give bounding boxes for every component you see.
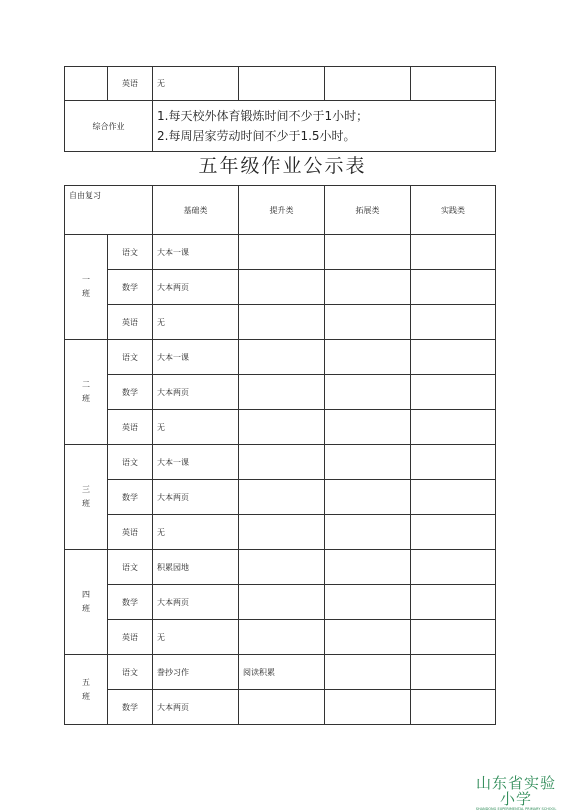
expand-cell — [325, 305, 411, 340]
improve-cell — [239, 515, 325, 550]
basic-cell: 大本一课 — [153, 445, 239, 480]
subject-cell: 数学 — [108, 690, 153, 725]
table-row — [65, 655, 496, 690]
expand-cell — [325, 655, 411, 690]
improve-cell — [239, 410, 325, 445]
practice-cell — [411, 67, 496, 101]
subject-cell: 英语 — [108, 620, 153, 655]
table-row — [65, 305, 496, 340]
table-row — [65, 585, 496, 620]
improve-cell — [239, 235, 325, 270]
class-label: 五 班 — [65, 655, 108, 725]
practice-cell — [411, 445, 496, 480]
combined-homework-label: 综合作业 — [65, 101, 153, 152]
subject-cell: 语文 — [108, 550, 153, 585]
improve-cell: 阅读积累 — [239, 655, 325, 690]
homework-table — [64, 185, 496, 725]
expand-cell — [325, 585, 411, 620]
column-header: 拓展类 — [325, 186, 411, 235]
school-logo — [470, 775, 562, 812]
class-label: 三 班 — [65, 445, 108, 550]
table-row — [65, 410, 496, 445]
practice-cell — [411, 620, 496, 655]
page-title: 五年级作业公示表 — [198, 155, 367, 177]
table-header-row — [65, 186, 496, 235]
practice-cell — [411, 410, 496, 445]
practice-cell — [411, 550, 496, 585]
corner-label: 自由复习 — [65, 186, 153, 235]
subject-cell: 英语 — [108, 515, 153, 550]
basic-cell: 大本一课 — [153, 340, 239, 375]
subject-cell: 语文 — [108, 445, 153, 480]
basic-cell: 大本两页 — [153, 690, 239, 725]
expand-cell — [325, 410, 411, 445]
column-header: 提升类 — [239, 186, 325, 235]
table-row — [65, 515, 496, 550]
top-homework-table — [64, 66, 496, 152]
practice-cell — [411, 690, 496, 725]
column-header: 基础类 — [153, 186, 239, 235]
basic-cell: 无 — [153, 410, 239, 445]
improve-cell — [239, 445, 325, 480]
subject-cell: 数学 — [108, 585, 153, 620]
improve-cell — [239, 620, 325, 655]
expand-cell — [325, 67, 411, 101]
table-row — [65, 340, 496, 375]
basic-cell: 积累园地 — [153, 550, 239, 585]
basic-cell: 誊抄习作 — [153, 655, 239, 690]
expand-cell — [325, 270, 411, 305]
column-header: 实践类 — [411, 186, 496, 235]
logo-text: 山东省实验小学 — [475, 774, 556, 808]
basic-cell: 大本两页 — [153, 375, 239, 410]
practice-cell — [411, 270, 496, 305]
table-row — [65, 235, 496, 270]
practice-cell — [411, 515, 496, 550]
improve-cell — [239, 480, 325, 515]
expand-cell — [325, 690, 411, 725]
improve-cell — [239, 305, 325, 340]
note-line: 1.每天校外体育锻炼时间不少于1小时； — [157, 109, 369, 123]
basic-cell: 大本两页 — [153, 270, 239, 305]
expand-cell — [325, 515, 411, 550]
subject-cell: 语文 — [108, 340, 153, 375]
expand-cell — [325, 235, 411, 270]
expand-cell — [325, 480, 411, 515]
improve-cell — [239, 550, 325, 585]
basic-cell: 大本两页 — [153, 585, 239, 620]
table-row — [65, 480, 496, 515]
combined-homework-notes — [153, 101, 496, 152]
table-row — [65, 690, 496, 725]
improve-cell — [239, 585, 325, 620]
practice-cell — [411, 585, 496, 620]
table-row — [65, 620, 496, 655]
subject-cell: 语文 — [108, 655, 153, 690]
improve-cell — [239, 270, 325, 305]
table-row — [65, 270, 496, 305]
expand-cell — [325, 375, 411, 410]
note-line: 2.每周居家劳动时间不少于1.5小时。 — [157, 129, 356, 143]
subject-cell: 数学 — [108, 375, 153, 410]
class-label: 一 班 — [65, 235, 108, 340]
basic-cell: 无 — [153, 515, 239, 550]
improve-cell — [239, 67, 325, 101]
practice-cell — [411, 340, 496, 375]
table-row — [65, 101, 496, 152]
basic-cell: 无 — [153, 67, 239, 101]
expand-cell — [325, 550, 411, 585]
class-label: 四 班 — [65, 550, 108, 655]
practice-cell — [411, 480, 496, 515]
improve-cell — [239, 340, 325, 375]
improve-cell — [239, 375, 325, 410]
subject-cell: 数学 — [108, 270, 153, 305]
subject-cell: 数学 — [108, 480, 153, 515]
table-row — [65, 375, 496, 410]
subject-cell: 语文 — [108, 235, 153, 270]
subject-label: 英语 — [108, 67, 153, 101]
table-row — [65, 67, 496, 101]
practice-cell — [411, 375, 496, 410]
improve-cell — [239, 690, 325, 725]
table-row — [65, 445, 496, 480]
expand-cell — [325, 340, 411, 375]
basic-cell: 无 — [153, 620, 239, 655]
table-row — [65, 550, 496, 585]
expand-cell — [325, 620, 411, 655]
practice-cell — [411, 235, 496, 270]
expand-cell — [325, 445, 411, 480]
basic-cell: 无 — [153, 305, 239, 340]
practice-cell — [411, 305, 496, 340]
practice-cell — [411, 655, 496, 690]
basic-cell: 大本一课 — [153, 235, 239, 270]
subject-cell: 英语 — [108, 305, 153, 340]
subject-cell: 英语 — [108, 410, 153, 445]
class-label: 二 班 — [65, 340, 108, 445]
empty-cell — [65, 67, 108, 101]
logo-subtext: SHANDONG EXPERIMENTAL PRIMARY SCHOOL — [475, 807, 557, 811]
basic-cell: 大本两页 — [153, 480, 239, 515]
